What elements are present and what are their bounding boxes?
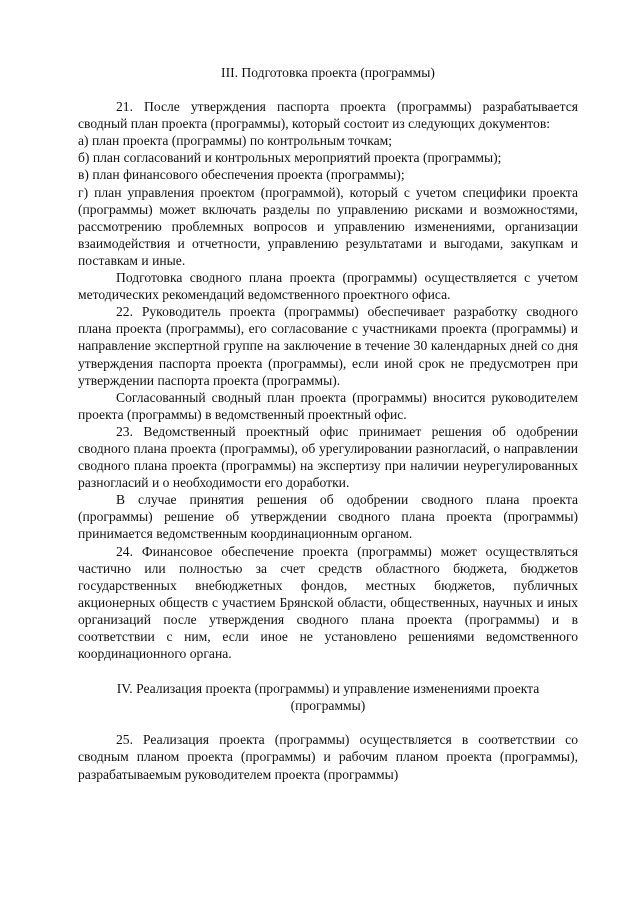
paragraph-21-preparation: Подготовка сводного плана проекта (программы) осуществляется с учетом методических рекомендаций ведомственного проектного офиса.	[78, 270, 578, 303]
list-item-b: б) план согласований и контрольных мероприятий проекта (программы);	[78, 150, 502, 166]
paragraph-22: 22. Руководитель проекта (программы) обеспечивает разработку сводного плана проекта (программы), его согласование с участниками проекта (программы) и направление экспертной группе на заключение в течение 30 календарных дней со дня утверждения паспорта проекта (программы), если иной срок не предусмотрен при утверждении паспорта проекта (программы).	[78, 304, 578, 388]
section-3-title: III. Подготовка проекта (программы)	[221, 65, 435, 80]
paragraph-22-agreed: Согласованный сводный план проекта (программы) вносится руководителем проекта (программы) в ведомственный проектный офис.	[78, 389, 578, 422]
paragraph-21: 21. После утверждения паспорта проекта (программы) разрабатывается сводный план проекта (программы), который состоит из следующих документов:	[78, 99, 578, 132]
document-page	[78, 64, 578, 783]
paragraph-23-case: В случае принятия решения об одобрении сводного плана проекта (программы) решение об утверждении сводного плана проекта (программы) принимается ведомственным координационным органом.	[78, 492, 578, 542]
list-item-g: г) план управления проектом (программой), который с учетом специфики проекта (программы) может включать разделы по управлению рисками и возможностями, рассмотрению проблемных вопросов и управлению изменениями, организации взаимодействия и отчетности, управлению результатами и выгодами, закупкам и поставкам и иные.	[78, 184, 578, 268]
paragraph-25: 25. Реализация проекта (программы) осуществляется в соответствии со сводным планом проекта (программы) и рабочим планом проекта (программы), разрабатываемым руководителем проекта (программы)	[78, 732, 578, 782]
section-4-title: IV. Реализация проекта (программы) и управление изменениями проекта (программы)	[116, 681, 540, 714]
list-item-a: а) план проекта (программы) по контрольным точкам;	[78, 133, 393, 149]
paragraph-23: 23. Ведомственный проектный офис принимает решения об одобрении сводного плана проекта (программы), об урегулировании разногласий, о направлении сводного плана проекта (программы) на экспертизу при наличии неурегулированных разногласий и о необходимости его доработки.	[78, 423, 578, 491]
paragraph-24: 24. Финансовое обеспечение проекта (программы) может осуществляться частично или полностью за счет средств областного бюджета, бюджетов государственных внебюджетных фондов, местных бюджетов, публичных акционерных обществ с участием Брянской области, общественных, научных и иных организаций после утверждения сводного плана проекта (программы) и в соответствии с ним, если иное не установлено решениями ведомственного координационного органа.	[78, 543, 578, 662]
list-item-v: в) план финансового обеспечения проекта (программы);	[78, 167, 405, 183]
